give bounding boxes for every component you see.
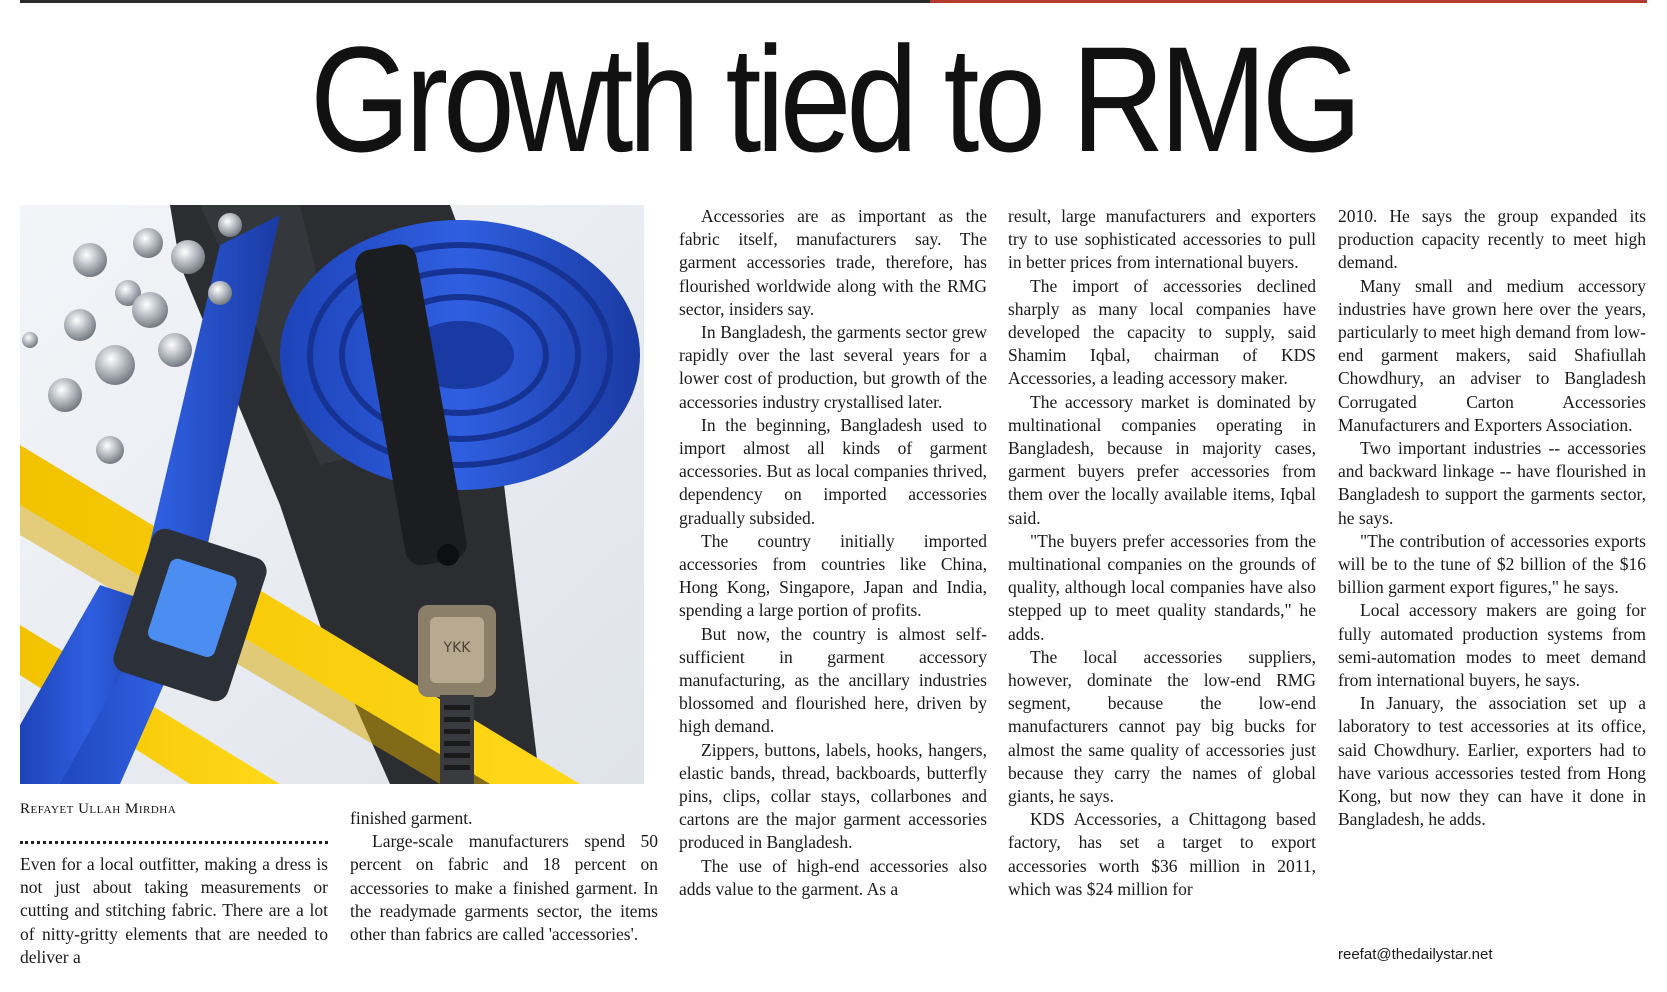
paragraph: The local accessories suppliers, however, dominate the low-end RMG segment, because the low-end manufacturers cannot pay big bucks for almost the same quality of accessories just because they carry the names of global giants, he says. [1008,646,1316,807]
paragraph: "The contribution of accessories exports will be to the tune of $2 billion of the $16 billion garment export figures," he says. [1338,530,1646,598]
accessories-photo [20,205,644,784]
column-1 [20,853,328,969]
paragraph: Two important industries -- accessories and backward linkage -- have flourished in Bangladesh to support the garments sector, he says. [1338,438,1646,528]
paragraph: In January, the association set up a laboratory to test accessories at its office, said Chowdhury. Earlier, exporters had to have various accessories tested from Hong Kong, but now they can have it done in Bangladesh, he adds. [1338,693,1646,830]
paragraph: The accessory market is dominated by multinational companies operating in Bangladesh, because in majority cases, garment buyers prefer accessories from them over the locally available items, Iqbal said. [1008,391,1316,528]
paragraph: finished garment. [350,808,473,828]
paragraph: Many small and medium accessory industries have grown here over the years, particularly to meet high demand from low-end garment makers, said Shafiullah Chowdhury, an adviser to Bangladesh Corrugated Carton Accessories Manufacturers and Exporters Association. [1338,275,1646,435]
top-rule-accent [930,0,1647,3]
paragraph: Zippers, buttons, labels, hooks, hangers, elastic bands, thread, backboards, butterfly pins, clips, collar stays, collarbones and cartons are the major garment accessories produced in Bangladesh. [679,739,987,853]
paragraph: Local accessory makers are going for fully automated production systems from semi-automation modes to meet demand from international buyers, he says. [1338,600,1646,691]
paragraph: result, large manufacturers and exporters try to use sophisticated accessories to pull in better prices from international buyers. [1008,206,1316,273]
paragraph: But now, the country is almost self-sufficient in garment accessory manufacturing, as the ancillary industries blossomed and flourished here, driven by high demand. [679,623,987,737]
byline: Refayet Ullah Mirdha [20,801,177,817]
column-3 [679,205,987,901]
byline-divider [20,841,328,844]
author-email[interactable]: reefat@thedailystar.net [1338,946,1493,963]
paragraph: The country initially imported accessories from countries like China, Hong Kong, Singapore, Japan and India, spending a large portion of profits. [679,530,987,621]
column-5 [1338,205,1646,831]
headline: Growth tied to RMG [310,15,1357,183]
paragraph: Large-scale manufacturers spend 50 percent on fabric and 18 percent on accessories to make a finished garment. In the readymade garments sector, the items other than fabrics are called 'accessories'. [350,831,658,945]
column-2 [350,807,658,946]
zipper-tag-text: YKK [443,640,471,656]
paragraph: "The buyers prefer accessories from the multinational companies on the grounds of quality, although local companies have also stepped up to meet quality standards," he adds. [1008,530,1316,644]
paragraph: KDS Accessories, a Chittagong based factory, has set a target to export accessories worth $36 million in 2011, which was $24 million for [1008,809,1316,899]
paragraph: 2010. He says the group expanded its production capacity recently to meet high demand. [1338,206,1646,273]
paragraph: In Bangladesh, the garments sector grew rapidly over the last several years for a lower cost of production, but growth of the accessories industry crystallised later. [679,322,987,412]
paragraph: In the beginning, Bangladesh used to import almost all kinds of garment accessories. But as local companies thrived, dependency on imported accessories gradually subsided. [679,414,987,528]
paragraph: Accessories are as important as the fabric itself, manufacturers say. The garment accessories trade, therefore, has flourished worldwide along with the RMG sector, insiders say. [679,206,987,319]
paragraph: The import of accessories declined sharply as many local companies have developed the capacity to supply, said Shamim Iqbal, chairman of KDS Accessories, a leading accessory maker. [1008,275,1316,389]
column-4 [1008,205,1316,901]
paragraph: Even for a local outfitter, making a dress is not just about taking measurements or cutting and stitching fabric. There are a lot of nitty-gritty elements that are needed to deliver a [20,854,328,967]
paragraph: The use of high-end accessories also adds value to the garment. As a [679,855,987,899]
